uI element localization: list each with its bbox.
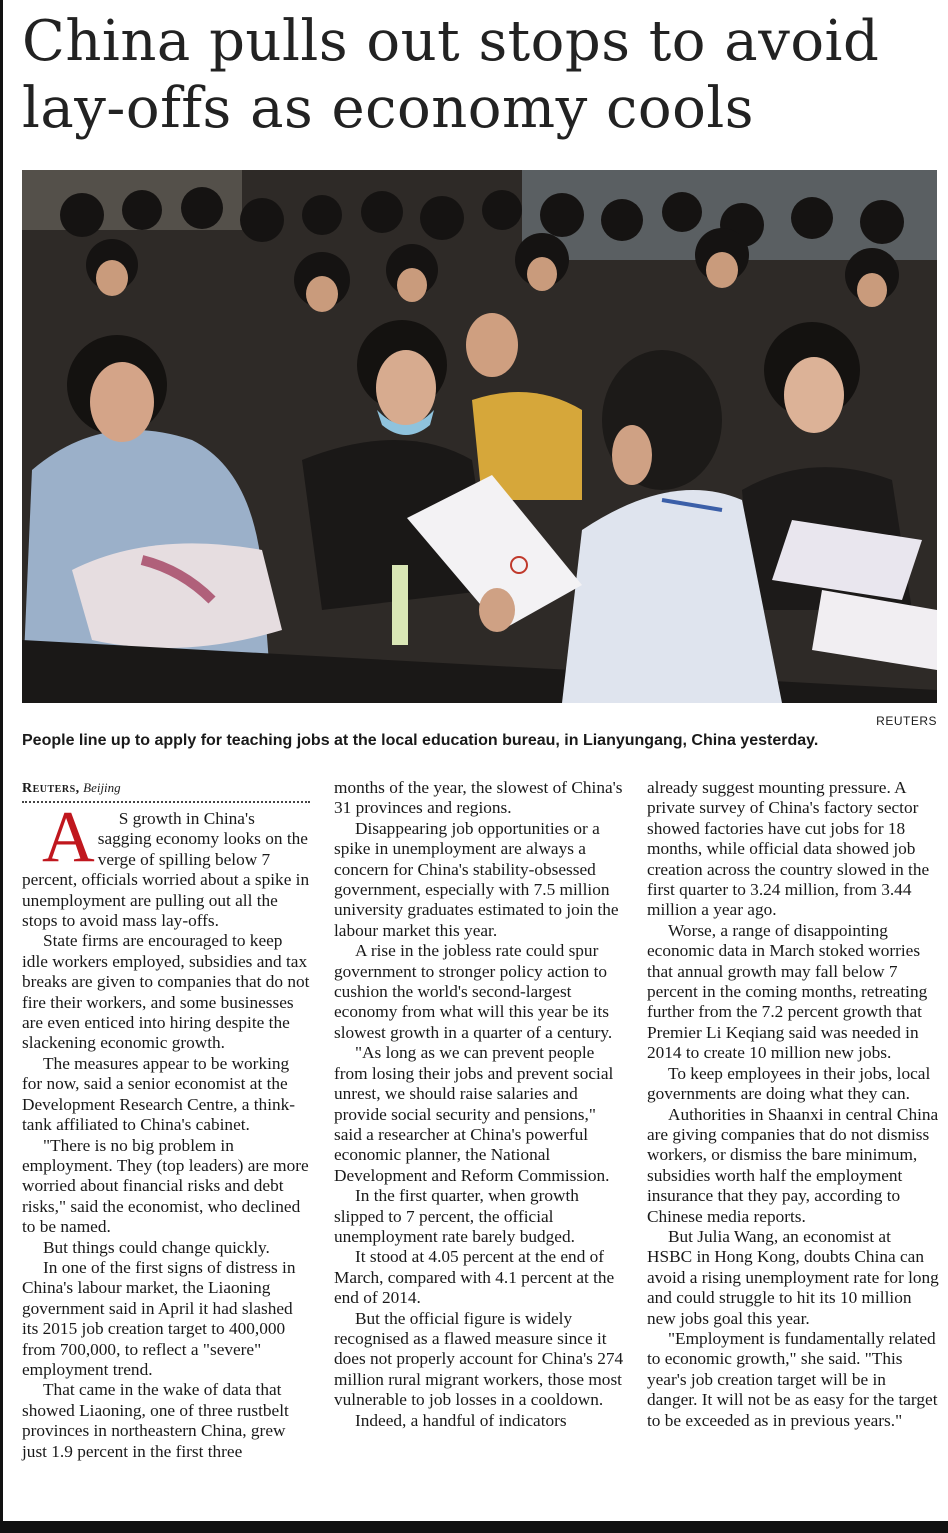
paragraph: That came in the wake of data that showed Liaoning, one of three rustbelt provinces in northeastern China, grew just 1.9 percent in the first three [22,1380,289,1461]
page-left-rule [0,0,3,1522]
photo-credit: REUTERS [876,714,937,728]
lead-paragraph [22,796,310,931]
paragraph: Indeed, a handful of indicators [355,1410,567,1430]
paragraph: "There is no big problem in employment. They (top leaders) are more worried about financial risks and debt risks," said the economist, who declined to be named. [22,1135,309,1237]
article-column-2 [334,778,628,1431]
headline-line-1: China pulls out stops to avoid [22,9,880,74]
paragraph: But Julia Wang, an economist at HSBC in Hong Kong, doubts China can avoid a rising unemployment rate for long and could struggle to hit its 10 million new jobs goal this year. [647,1226,939,1328]
news-photo [22,170,937,703]
paragraph-continued: months of the year, the slowest of China's 31 provinces and regions. [334,778,623,818]
dateline-agency: Reuters, [22,781,80,796]
drop-cap: A [42,796,95,877]
paragraph: It stood at 4.05 percent at the end of March, compared with 4.1 percent at the end of 2014. [334,1247,615,1308]
crowd-photo-illustration [22,170,937,703]
dateline-city: Beijing [83,780,121,795]
paragraph: The measures appear to be working for now, said a senior economist at the Development Research Centre, a think-tank affiliated to China's cabinet. [22,1053,296,1135]
paragraph: "As long as we can prevent people from losing their jobs and prevent social unrest, we should raise salaries and provide social security and pensions," said a researcher at China's powerful economic planner, the National Development and Reform Commission. [334,1043,614,1185]
page-bottom-band [0,1521,948,1533]
paragraph: A rise in the jobless rate could spur government to stronger policy action to cushion the world's second-largest economy from what will this year be its slowest growth in a quarter of a century. [334,941,613,1042]
headline [22,8,937,142]
paragraph: In the first quarter, when growth slipped to 7 percent, the official unemployment rate barely budged. [334,1186,579,1246]
paragraph: "Employment is fundamentally related to economic growth," she said. "This year's job creation target will be in danger. It will not be as easy for the target to be exceeded as in previous years." [647,1328,938,1430]
paragraph: In one of the first signs of distress in China's labour market, the Liaoning government said in April it had slashed its 2015 job creation target to 400,000 from 700,000, to reflect a "severe" employment trend. [22,1257,296,1379]
photo-caption: People line up to apply for teaching jobs at the local education bureau, in Lianyungang, China yesterday. [22,732,819,749]
paragraph: State firms are encouraged to keep idle workers employed, subsidies and tax breaks are given to companies that do not fire their workers, and some businesses are even enticed into hiring despite the slackening economic growth. [22,931,310,1053]
paragraph-continued: already suggest mounting pressure. A private survey of China's factory sector showed factories have cut jobs for 18 months, while official data showed job creation across the country slowed in the first quarter to 3.24 million, from 3.44 million a year ago. [647,778,930,920]
article-column-3 [647,778,939,1431]
paragraph: Worse, a range of disappointing economic data in March stoked worries that annual growth may fall below 7 percent in the coming months, retreating further from the 7.2 percent growth that Premier Li Keqiang said was needed in 2014 to create 10 million new jobs. [647,920,928,1063]
lead-text: S growth in China's sagging economy looks on the verge of spilling below 7 percent, officials worried about a spike in unemployment are pulling out all the stops to avoid mass lay-offs. [22,809,310,931]
dateline [22,778,310,799]
paragraph: Authorities in Shaanxi in central China are giving companies that do not dismiss workers, or dismiss the bare minimum, subsidies worth half the employment insurance that they pay, according to Chinese media reports. [647,1104,939,1226]
headline-line-2: lay-offs as economy cools [22,76,754,141]
paragraph: To keep employees in their jobs, local governments are doing what they can. [647,1063,931,1104]
paragraph: But things could change quickly. [43,1237,270,1257]
paragraph: Disappearing job opportunities or a spike in unemployment are always a concern for China's stability-obsessed government, especially with 7.5 million university graduates estimated to join the labour market this year. [334,818,619,940]
article-column-1 [22,778,310,1462]
paragraph: But the official figure is widely recognised as a flawed measure since it does not properly account for China's 274 million rural migrant workers, those most vulnerable to job losses in a cooldown. [334,1308,624,1410]
